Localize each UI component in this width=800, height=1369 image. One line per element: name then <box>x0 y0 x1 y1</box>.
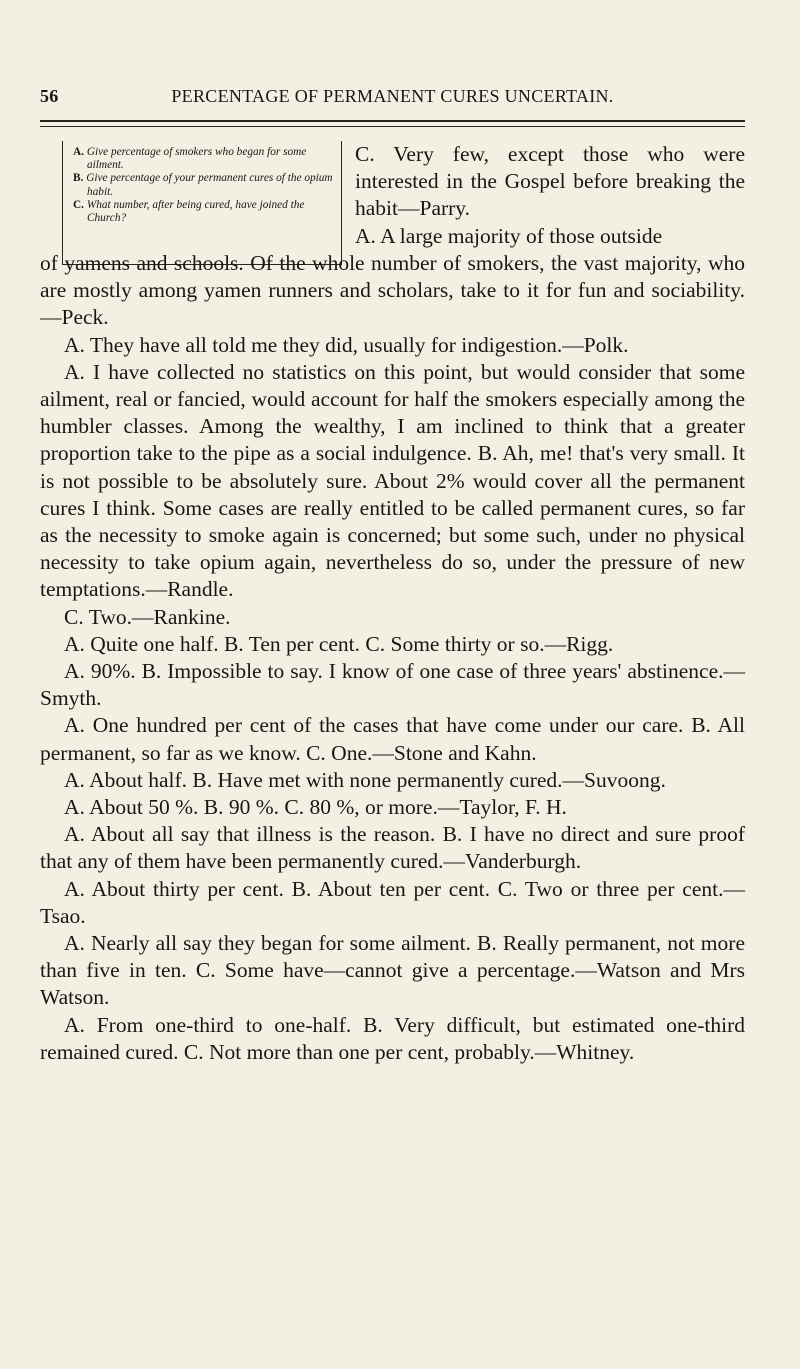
body-text <box>40 250 745 1066</box>
question-box <box>62 141 342 265</box>
paragraph: A. Quite one half. B. Ten per cent. C. Some thirty or so.—Rigg. <box>64 631 614 656</box>
question-a <box>73 146 335 172</box>
paragraph: A. Nearly all say they began for some ailment. B. Really permanent, not more than five in ten. C. Some have—cannot give a percentage.—Watson and Mrs Watson. <box>40 931 745 1010</box>
top-right-text <box>355 141 745 250</box>
paragraph: A. I have collected no statistics on this point, but would consider that some ailment, real or fancied, would account for half the smokers especially among the humbler classes. Among the wealthy, I am inclined to think that a greater proportion take to the pipe as a social indulgence. B. Ah, me! that's very small. It is not possible to be absolutely sure. About 2% would cover all the permanent cures I think. Some cases are really entitled to be called permanent cures, so far as the necessity to smoke again is concerned; but some such, under no physical necessity to take opium again, nevertheless do so, under the pressure of new temptations.—Randle. <box>40 359 745 602</box>
page-number: 56 <box>40 86 59 106</box>
paragraph: A. They have all told me they did, usually for indigestion.—Polk. <box>64 332 629 357</box>
question-letter: C. <box>73 198 84 211</box>
answer-parry: C. Very few, except those who were interested in the Gospel before breaking the habit—Parry. <box>355 142 745 221</box>
paragraph: A. From one-third to one-half. B. Very difficult, but estimated one-third remained cured. C. Not more than one per cent, probably.—Whitney. <box>40 1012 745 1064</box>
running-header <box>40 86 745 108</box>
paragraph: C. Two.—Rankine. <box>64 604 231 629</box>
answer-peck-start: A. A large majority of those outside <box>355 223 663 248</box>
question-text: Give percentage of your permanent cures of the opium habit. <box>86 172 333 198</box>
header-rule <box>40 120 745 122</box>
question-text: What number, after being cured, have joined the Church? <box>86 198 305 225</box>
question-letter: B. <box>73 172 84 185</box>
paragraph: A. About all say that illness is the reason. B. I have no direct and sure proof that any of them have been permanently cured.—Vanderburgh. <box>40 822 745 874</box>
paragraph: of yamens and schools. Of the whole number of smokers, the vast majority, who are mostly among yamen runners and scholars, take to it for fun and sociability.—Peck. <box>40 251 745 330</box>
running-title: PERCENTAGE OF PERMANENT CURES UNCERTAIN. <box>171 86 614 106</box>
header-rule-thin <box>40 126 745 127</box>
question-letter: A. <box>73 146 84 158</box>
paragraph: A. About half. B. Have met with none permanently cured.—Suvoong. <box>64 767 666 792</box>
question-b <box>73 172 335 198</box>
question-c <box>73 198 335 225</box>
paragraph: A. One hundred per cent of the cases that have come under our care. B. All permanent, so far as we know. C. One.—Stone and Kahn. <box>40 713 745 765</box>
paragraph: A. About thirty per cent. B. About ten per cent. C. Two or three per cent.—Tsao. <box>40 876 745 928</box>
question-text: Give percentage of smokers who began for some ailment. <box>86 146 307 172</box>
paragraph: A. 90%. B. Impossible to say. I know of one case of three years' abstinence.—Smyth. <box>40 659 745 711</box>
paragraph: A. About 50 %. B. 90 %. C. 80 %, or more.—Taylor, F. H. <box>64 795 567 820</box>
